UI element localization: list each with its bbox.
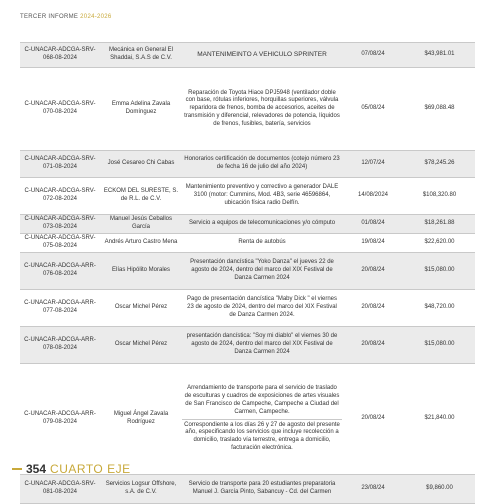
contract-id: C-UNACAR-ADCGA-SRV-081-08-2024 <box>24 481 96 495</box>
table-row <box>20 327 475 364</box>
footer-accent-bar <box>12 468 22 470</box>
contract-amount: $108,320.80 <box>422 192 457 199</box>
service-description: Presentación dancística "Yoko Danza" el jueves 22 de agosto de 2024, dentro del marco del XIX Festival de Danza Carmen 2024 <box>190 259 334 281</box>
contract-amount: $78,245.26 <box>424 160 455 167</box>
contract-id: C-UNACAR-ADCGA-ARR-079-08-2024 <box>24 411 96 425</box>
contract-amount: $48,720.00 <box>424 304 455 311</box>
provider-name: Oscar Michel Pérez <box>114 341 168 348</box>
service-description: Servicio de transporte para 20 estudiantes preparatoria Manuel J. García Pinto, Sabancuy - Cd. del Carmen <box>188 481 336 495</box>
contract-amount: $18,261.88 <box>424 220 455 227</box>
service-description: Pago de presentación dancística "Maby Dick " el viernes 23 de agosto de 2024, dentro del marco del XIX Festival de Danza Carmen 2024. <box>186 296 337 318</box>
provider-name: Manuel Jesús Ceballos García <box>109 216 173 230</box>
table-row <box>20 43 475 68</box>
service-description: Servicio a equipos de telecomunicaciones y/o cómputo <box>188 220 336 227</box>
page-header <box>20 14 112 20</box>
contract-amount: $43,981.01 <box>424 51 455 58</box>
contract-id: C-UNACAR-ADCGA-SRV-070-08-2024 <box>24 101 96 115</box>
service-description: MANTENIMEINTO A VEHICULO SPRINTER <box>197 50 327 58</box>
service-description-group <box>182 383 342 454</box>
contract-date: 19/08/24 <box>361 239 385 246</box>
contract-amount: $21,840.00 <box>424 415 455 422</box>
service-description: Arrendamiento de transporte para el servicio de traslado de esculturas y cuadros de exposiciones de artes visuales de San Francisco de Campeche, Campeche a Ciudad del Carmen, Campeche. <box>184 385 340 415</box>
section-title: CUARTO EJE <box>50 462 131 476</box>
provider-name: Andrés Arturo Castro Mena <box>104 239 178 246</box>
contract-amount: $9,860.00 <box>426 485 453 492</box>
contract-amount: $15,080.00 <box>424 341 455 348</box>
table-row <box>20 178 475 215</box>
table-row <box>20 68 475 151</box>
table-row <box>20 234 475 253</box>
contract-date: 14/08/2024 <box>357 192 389 199</box>
provider-name: Mecánica en General El Shaddai, S.A.S de C.V. <box>108 47 174 61</box>
page-number: 354 <box>26 462 47 476</box>
contract-id: C-UNACAR-ADCGA-SRV-071-08-2024 <box>24 156 96 170</box>
table-row <box>20 253 475 290</box>
table-row <box>20 151 475 178</box>
contract-amount: $22,620.00 <box>424 239 455 246</box>
provider-name: Servicios Logsur Offshore, s.A. de C.V. <box>105 481 177 495</box>
table-row <box>20 364 475 475</box>
report-title: TERCER INFORME <box>20 14 79 20</box>
provider-name: Emma Adelina Zavala Domínguez <box>111 101 171 115</box>
table-row <box>20 290 475 327</box>
contracts-table <box>20 42 475 504</box>
provider-name: Elías Hipólito Morales <box>111 267 171 274</box>
contract-id: C-UNACAR-ADCGA-SRV-073-08-2024 <box>24 216 96 230</box>
service-description: Renta de autobús <box>238 239 286 246</box>
service-description: Mantenimiento preventivo y correctivo a generador DALE 3100 (motor: Cummins, Mod. 4B3, serie 46596864, ubicación física radio Delfín. <box>185 184 339 206</box>
table-row <box>20 475 475 504</box>
report-years: 2024-2026 <box>80 14 112 20</box>
service-description: Honorarios certificación de documentos (cotejo número 23 de fecha 16 de julio del año 2024) <box>184 156 340 170</box>
contract-amount: $15,080.00 <box>424 267 455 274</box>
provider-name: ECKOM DEL SURESTE, S. de R.L. de C.V. <box>103 188 179 202</box>
contract-date: 12/07/24 <box>361 160 385 167</box>
provider-name: José Cesareo Chi Cabas <box>107 160 175 167</box>
contract-id: C-UNACAR-ADCGA-ARR-076-08-2024 <box>24 263 96 277</box>
contract-date: 23/08/24 <box>361 485 385 492</box>
contract-date: 07/08/24 <box>361 51 385 58</box>
contract-date: 01/08/24 <box>361 220 385 227</box>
contract-date: 20/08/24 <box>361 267 385 274</box>
service-description: presentación dancística: "Soy mi diablo" el viernes 30 de agosto de 2024, dentro del marco del XIX Festival de Danza Carmen 2024 <box>186 333 338 355</box>
provider-name: Oscar Michel Pérez <box>114 304 168 311</box>
contract-date: 20/08/24 <box>361 304 385 311</box>
contract-amount: $69,088.48 <box>424 105 455 112</box>
provider-name: Miguel Ángel Zavala Rodríguez <box>113 411 169 425</box>
contract-id: C-UNACAR-ADCGA-SRV-072-08-2024 <box>24 188 96 202</box>
contract-id: C-UNACAR-ADCGA-SRV-075-08-2024 <box>24 235 96 249</box>
table-row <box>20 215 475 234</box>
page-footer <box>12 462 131 476</box>
contract-date: 20/08/24 <box>361 415 385 422</box>
contract-id: C-UNACAR-ADCGA-ARR-077-08-2024 <box>24 300 96 314</box>
contract-date: 05/08/24 <box>361 105 385 112</box>
contract-id: C-UNACAR-ADCGA-ARR-078-08-2024 <box>24 337 96 351</box>
service-description-detail: Correspondiente a los días 26 y 27 de agosto del presente año, especificando los servicios que incluye recolección a domicilio, traslado vía terrestre, entrega a domicilio, facturación electrónica. <box>182 419 342 455</box>
contract-id: C-UNACAR-ADCGA-SRV-068-08-2024 <box>24 47 96 61</box>
service-description: Reparación de Toyota Hiace DPJ5948 (ventilador doble con base, rótulas inferiores, horquillas superiores, válvula reparidora de frenos, bomba de accesorios, aceites de transmisión y diferencial, relevadores de potencia, líquidos de frenos, fusibles, batería, servicios <box>184 89 340 127</box>
contract-date: 20/08/24 <box>361 341 385 348</box>
